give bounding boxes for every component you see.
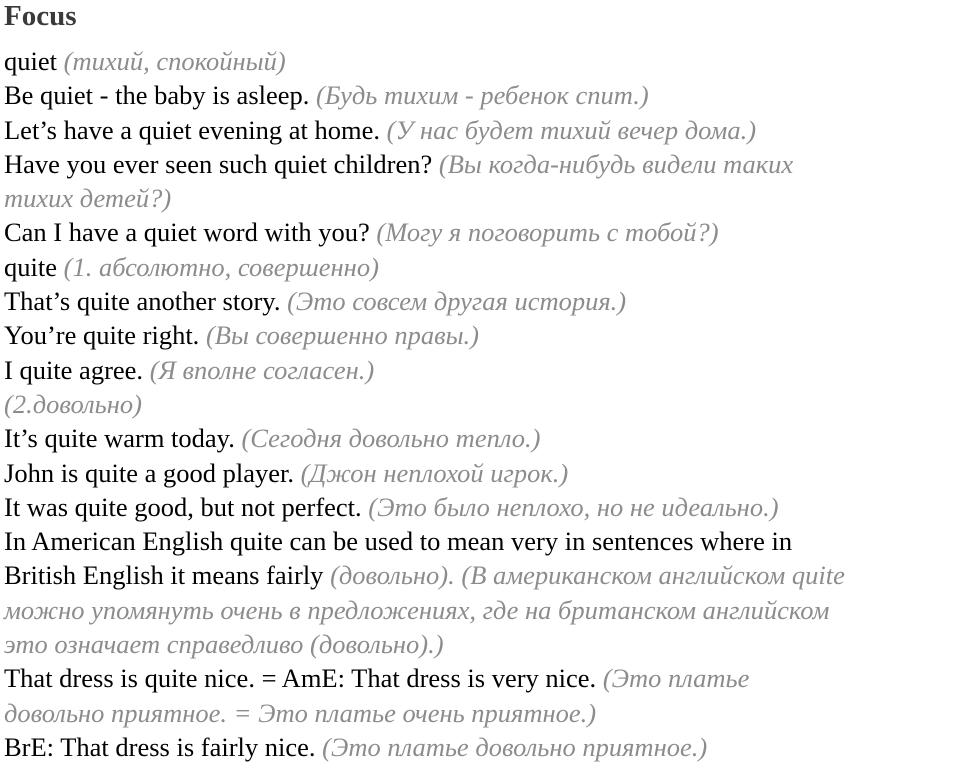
english-text: I quite agree. xyxy=(4,354,144,385)
text-line xyxy=(4,181,960,215)
russian-translation: (Сегодня довольно тепло.) xyxy=(241,423,541,454)
english-text: That dress is quite nice. = AmE: That dress is very nice. xyxy=(4,663,597,694)
english-text: Have you ever seen such quiet children? xyxy=(4,148,433,179)
russian-translation: (Это совсем другая история.) xyxy=(287,286,627,317)
english-text: British English it means fairly xyxy=(4,560,324,591)
russian-translation: (Могу я поговорить с тобой?) xyxy=(376,217,719,248)
russian-translation: (Вы когда-нибудь видели таких xyxy=(438,148,794,179)
english-text: Can I have a quiet word with you? xyxy=(4,217,370,248)
document-page xyxy=(4,0,960,764)
text-line xyxy=(4,490,960,524)
english-text: You’re quite right. xyxy=(4,320,200,351)
text-line xyxy=(4,558,960,592)
english-text: BrE: That dress is fairly nice. xyxy=(4,731,316,762)
russian-translation: (Это платье довольно приятное.) xyxy=(322,731,708,762)
russian-translation: (Это платье xyxy=(602,663,750,694)
text-line xyxy=(4,696,960,730)
text-line xyxy=(4,250,960,284)
english-text: It’s quite warm today. xyxy=(4,423,235,454)
english-text: Be quiet - the baby is asleep. xyxy=(4,80,310,111)
text-line xyxy=(4,593,960,627)
english-text: That’s quite another story. xyxy=(4,286,281,317)
text-line xyxy=(4,627,960,661)
english-text: quite xyxy=(4,251,57,282)
english-text: John is quite a good player. xyxy=(4,457,294,488)
russian-translation: (довольно). (В американском английском quite xyxy=(330,560,845,591)
english-text: It was quite good, but not perfect. xyxy=(4,491,362,522)
russian-translation: (тихий, спокойный) xyxy=(63,46,286,76)
text-line xyxy=(4,524,960,558)
text-lines xyxy=(4,44,960,764)
text-line xyxy=(4,387,960,421)
russian-translation: (Это было неплохо, но не идеально.) xyxy=(368,491,779,522)
english-text: quiet xyxy=(4,46,57,76)
text-line xyxy=(4,78,960,112)
text-line xyxy=(4,456,960,490)
russian-translation: (Вы совершенно правы.) xyxy=(205,320,479,351)
russian-translation: (2.довольно) xyxy=(4,388,142,419)
russian-translation: (Я вполне согласен.) xyxy=(149,354,375,385)
text-line xyxy=(4,353,960,387)
russian-translation: довольно приятное. = Это платье очень приятное.) xyxy=(4,697,597,728)
text-line xyxy=(4,44,960,78)
english-text: In American English quite can be used to mean very in sentences where in xyxy=(4,526,793,557)
text-line xyxy=(4,113,960,147)
russian-translation: можно упомянуть очень в предложениях, где на британском английском xyxy=(4,594,830,625)
text-line xyxy=(4,730,960,764)
english-text: Let’s have a quiet evening at home. xyxy=(4,114,381,145)
russian-translation: (У нас будет тихий вечер дома.) xyxy=(386,114,757,145)
text-line xyxy=(4,661,960,695)
text-line xyxy=(4,284,960,318)
text-line xyxy=(4,318,960,352)
russian-translation: (1. абсолютно, совершенно) xyxy=(63,251,379,282)
text-line xyxy=(4,147,960,181)
russian-translation: тихих детей?) xyxy=(4,183,172,214)
russian-translation: (Джон неплохой игрок.) xyxy=(300,457,569,488)
text-line xyxy=(4,215,960,249)
text-line xyxy=(4,421,960,455)
russian-translation: (Будь тихим - ребенок спит.) xyxy=(316,80,649,111)
document-heading: Focus xyxy=(4,0,77,32)
russian-translation: это означает справедливо (довольно).) xyxy=(4,629,444,660)
